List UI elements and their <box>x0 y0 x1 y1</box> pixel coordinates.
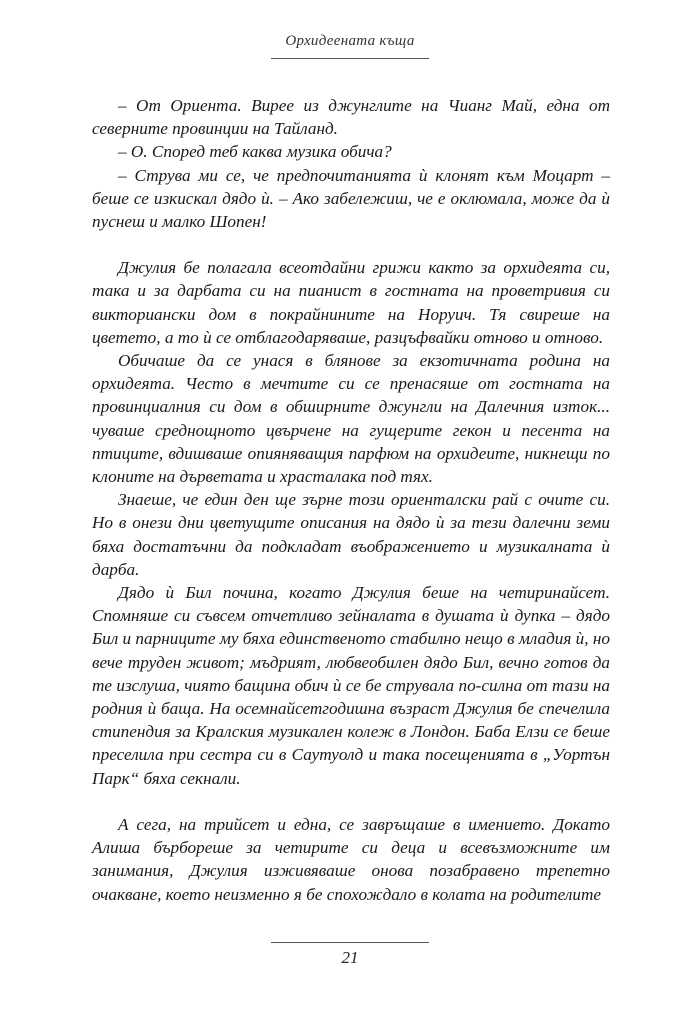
paragraph-4: Джулия бе полагала всеотдайни грижи както за орхидеята си, така и за дарбата си на пианист в гостната на проветривия си викториански дом в покрайнините на Норуич. Тя свиреше на цветето, а то ѝ се отблагодаряваше, разцъфвайки отново и отново. <box>92 258 610 347</box>
header-rule <box>271 58 429 59</box>
paragraph-dialogue-2: – О. Според теб каква музика обича? <box>118 142 392 162</box>
paragraph-dialogue-3: – Струва ми се, че предпочитанията ѝ клонят към Моцарт – беше се изкискал дядо ѝ. – Ако забележиш, че е оклюмала, може да ѝ пуснеш и малко Шопен! <box>92 165 610 232</box>
paragraph-6: Знаеше, че един ден ще зърне този ориенталски рай с очите си. Но в онези дни цветущите описания на дядо ѝ за тези далечни земи бяха достатъчни да подкладат въображението и музикалната ѝ дарба. <box>92 490 610 579</box>
paragraph-5: Обичаше да се унася в блянове за екзотичната родина на орхидеята. Често в мечтите си се пренасяше от гостната на провинциалния си дом в обширните джунгли на Далечния изток... чуваше среднощното цвърчене на гущерите гекон и песента на птиците, вдишваше опияняващия парфюм на орхидеите, никнещи по клоните на дърветата и храсталака под тях. <box>92 351 610 487</box>
page-number: 21 <box>341 948 359 967</box>
body-text <box>92 94 610 906</box>
footer-rule <box>271 942 429 943</box>
paragraph-8: А сега, на трийсет и една, се завръщаше в имението. Докато Алиша бърбореше за четирите си деца и всевъзможните им занимания, Джулия изживяваше онова позабравено трепетно очакване, което неизменно я бе спохождало в колата на родителите <box>92 814 610 904</box>
paragraph-7: Дядо ѝ Бил почина, когато Джулия беше на четиринайсет. Спомняше си съвсем отчетливо зейналата в душата ѝ дупка – дядо Бил и парниците му бяха единственото стабилно нещо в младия ѝ, но вече труден живот; мъдрият, любвеобилен дядо Бил, вечно готов да те изслуша, чиято бащина обич ѝ се бе струвала по-силна от тази на родния ѝ баща. На осемнайсетгодишна възраст Джулия бе спечелила стипендия за Кралския музикален колеж в Лондон. Баба Елзи се беше преселила при сестра си в Саутуолд и така посещенията в „Уортън Парк“ бяха секнали. <box>92 583 610 788</box>
running-header: Орхидеената къща <box>285 33 415 49</box>
paragraph-dialogue-1: – От Ориента. Виреe из джунглите на Чианг Май, една от северните провинции на Тайланд. <box>92 96 610 139</box>
